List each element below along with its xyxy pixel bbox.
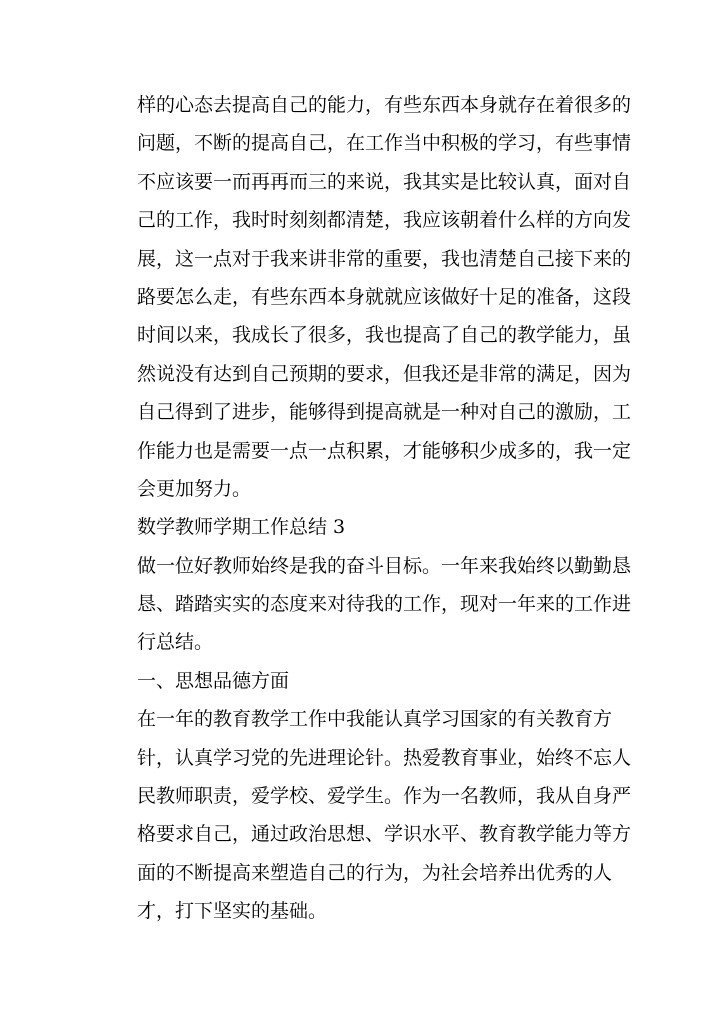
- paragraph-ideology: [137, 700, 632, 930]
- text-line: 针，认真学习党的先进理论针。热爱教育事业，始终不忘人: [137, 746, 632, 769]
- text-line: 行总结。: [137, 631, 214, 654]
- text-line: 会更加努力。: [137, 477, 252, 500]
- text-line: 作能力也是需要一点一点积累，才能够积少成多的，我一定: [137, 439, 632, 462]
- text-line: 在一年的教育教学工作中我能认真学习国家的有关教育方: [137, 708, 613, 731]
- section-title: 数学教师学期工作总结 3: [137, 516, 346, 539]
- text-line: 己的工作，我时时刻刻都清楚，我应该朝着什么样的方向发: [137, 209, 632, 232]
- text-line: 展，这一点对于我来讲非常的重要，我也清楚自己接下来的: [137, 247, 632, 270]
- text-line: 恳、踏踏实实的态度来对待我的工作，现对一年来的工作进: [137, 593, 632, 616]
- text-line: 才，打下坚实的基础。: [137, 900, 328, 923]
- text-line: 样的心态去提高自己的能力，有些东西本身就存在着很多的: [137, 94, 632, 116]
- intro-paragraph: [137, 547, 632, 662]
- text-line: 不应该要一而再再而三的来说，我其实是比较认真，面对自: [137, 170, 632, 193]
- text-line: 时间以来，我成长了很多，我也提高了自己的教学能力，虽: [137, 324, 632, 347]
- text-line: 面的不断提高来塑造自己的行为，为社会培养出优秀的人: [137, 861, 613, 884]
- paragraph-continued: [137, 86, 632, 508]
- text-line: 做一位好教师始终是我的奋斗目标。一年来我始终以勤勤恳: [137, 554, 632, 577]
- text-line: 然说没有达到自己预期的要求，但我还是非常的满足，因为: [137, 362, 632, 385]
- text-line: 路要怎么走，有些东西本身就就应该做好十足的准备，这段: [137, 285, 632, 308]
- text-line: 格要求自己，通过政治思想、学识水平、教育教学能力等方: [137, 823, 632, 846]
- text-line: 问题，不断的提高自己，在工作当中积极的学习，有些事情: [137, 132, 632, 155]
- text-line: 自己得到了进步，能够得到提高就是一种对自己的激励，工: [137, 401, 632, 424]
- text-line: 民教师职责，爱学校、爱学生。作为一名教师，我从自身严: [137, 785, 632, 808]
- document-body: [137, 86, 632, 931]
- subheading: 一、思想品德方面: [137, 669, 290, 692]
